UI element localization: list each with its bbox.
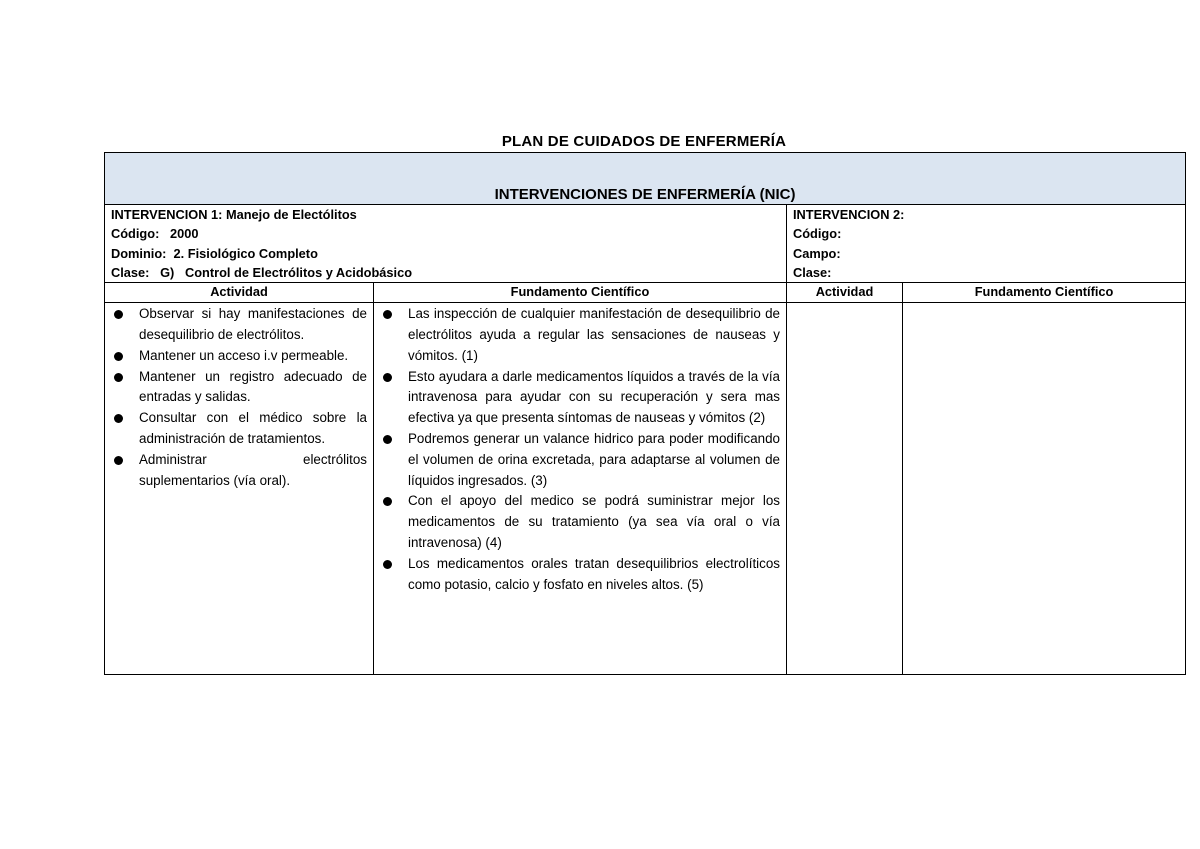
intervention-2-field: Campo: [793, 245, 841, 261]
document-title: PLAN DE CUIDADOS DE ENFERMERÍA [501, 133, 787, 150]
activity-item: Administrar electrólitos suplementarios (vía oral). [111, 450, 367, 492]
intervention-1-title: INTERVENCION 1: Manejo de Electólitos [111, 207, 357, 222]
foundation-item: Los medicamentos orales tratan desequilibrios electrolíticos como potasio, calcio y fosfato en niveles altos. (5) [380, 554, 780, 596]
intervention-2-title: INTERVENCION 2: [793, 207, 905, 222]
intervention-1-code: Código: 2000 [111, 226, 199, 242]
intervention-1-info [105, 205, 787, 283]
activities-2-cell [787, 303, 903, 675]
intervention-2-code: Código: [793, 226, 842, 242]
activity-2-column-header: Actividad [787, 283, 903, 303]
foundation-item: Esto ayudara a darle medicamentos líquidos a través de la vía intravenosa para ayudar con su recuperación y sera mas efectiva ya que presenta síntomas de nauseas y vómitos (2) [380, 367, 780, 429]
activity-item: Mantener un registro adecuado de entradas y salidas. [111, 367, 367, 409]
activity-item: Mantener un acceso i.v permeable. [111, 346, 367, 367]
intervention-2-class: Clase: [793, 264, 832, 280]
foundation-item: Podremos generar un valance hidrico para poder modificando el volumen de orina excretada, para adaptarse al volumen de líquidos ingresados. (3) [380, 429, 780, 491]
foundations-2-cell [903, 303, 1186, 675]
foundations-list [380, 304, 780, 595]
activities-list [111, 304, 367, 491]
nic-section-header: INTERVENCIONES DE ENFERMERÍA (NIC) [105, 153, 1186, 205]
activity-item: Consultar con el médico sobre la administración de tratamientos. [111, 408, 367, 450]
care-plan-table [104, 152, 1186, 675]
activity-column-header: Actividad [105, 283, 374, 303]
activities-cell [105, 303, 374, 675]
foundation-item: Las inspección de cualquier manifestación de desequilibrio de electrólitos ayuda a regular las sensaciones de nauseas y vómitos. (1) [380, 304, 780, 366]
intervention-1-class: Clase: G) Control de Electrólitos y Acidobásico [111, 264, 413, 280]
intervention-1-domain: Dominio: 2. Fisiológico Completo [111, 245, 318, 261]
foundations-cell [374, 303, 787, 675]
foundation-column-header: Fundamento Científico [374, 283, 787, 303]
intervention-2-info [787, 205, 1186, 283]
foundation-2-column-header: Fundamento Científico [903, 283, 1186, 303]
foundation-item: Con el apoyo del medico se podrá suministrar mejor los medicamentos de su tratamiento (ya sea vía oral o vía intravenosa) (4) [380, 491, 780, 553]
activity-item: Observar si hay manifestaciones de desequilibrio de electrólitos. [111, 304, 367, 346]
